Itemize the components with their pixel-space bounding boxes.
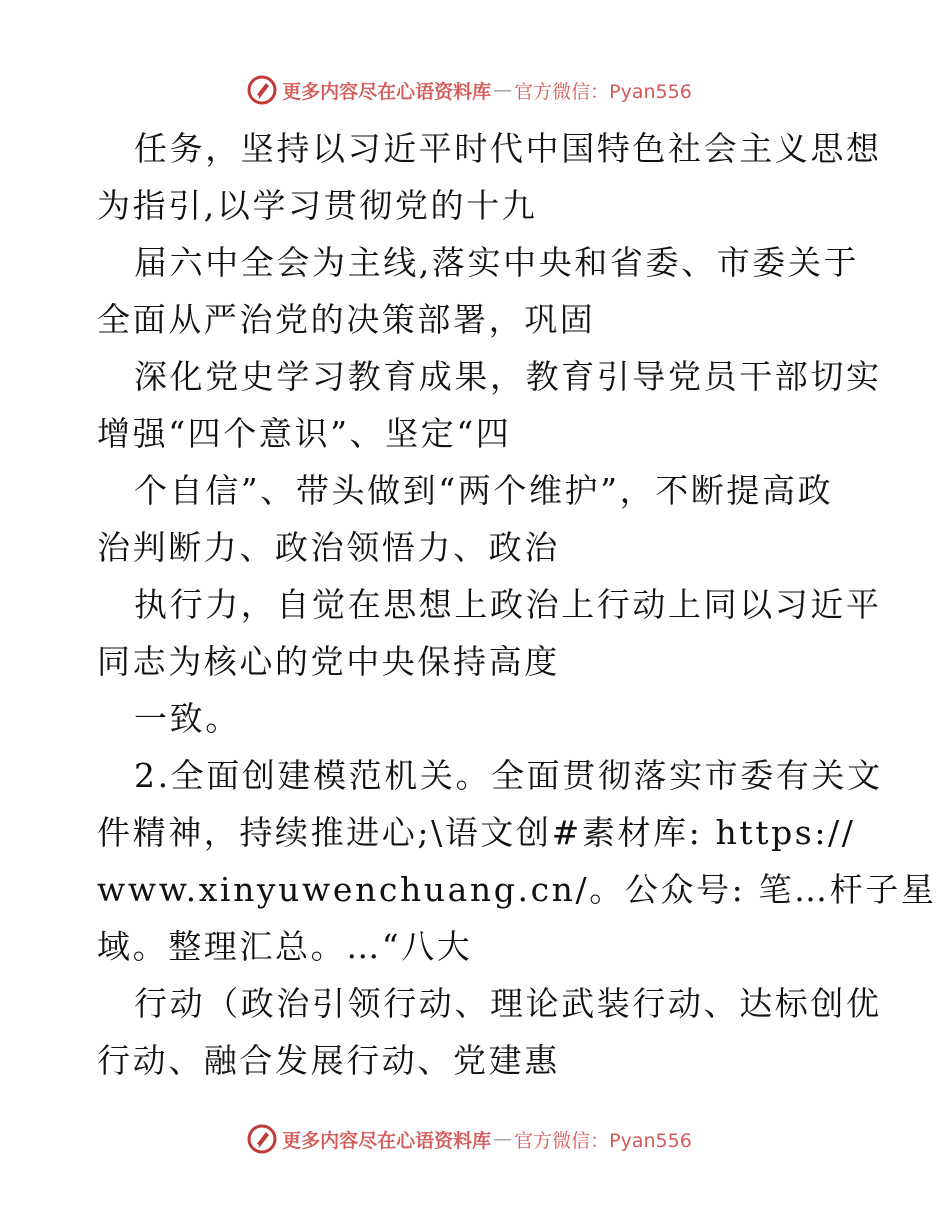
text-line: 深化党史学习教育成果，教育引导党员干部切实 (134, 357, 882, 396)
text-line: www.xinyuwenchuang.cn/。公众号: 笔…杆子星 (97, 870, 937, 909)
text-line: 一致。 (134, 699, 241, 738)
header-wechat-text: 官方微信：Pyan556 (514, 80, 692, 103)
footer-watermark (0, 1119, 950, 1159)
header-dash: — (493, 79, 513, 101)
footer-dash: — (493, 1128, 513, 1150)
footer-wechat-text: 官方微信：Pyan556 (514, 1129, 692, 1152)
text-line: 同志为核心的党中央保持高度 (97, 642, 560, 681)
text-line: 行动、融合发展行动、党建惠 (97, 1041, 560, 1080)
text-line: 行动（政治引领行动、理论武装行动、达标创优 (134, 984, 882, 1023)
text-line: 2.全面创建模范机关。全面贯彻落实市委有关文 (134, 756, 883, 795)
document-body (97, 120, 937, 1089)
footer-site-text: 更多内容尽在心语资料库 (282, 1129, 492, 1152)
text-line: 治判断力、政治领悟力、政治 (97, 528, 560, 567)
text-line: 为指引,以学习贯彻党的十九 (97, 186, 538, 225)
text-line: 执行力，自觉在思想上政治上行动上同以习近平 (134, 585, 882, 624)
text-line: 届六中全会为主线,落实中央和省委、市委关于 (134, 243, 860, 282)
text-line: 件精神，持续推进心;\语文创#素材库: https:// (97, 813, 856, 852)
text-line: 个自信”、带头做到“两个维护”，不断提高政 (134, 471, 834, 510)
text-line: 全面从严治党的决策部署，巩固 (97, 300, 596, 339)
pen-logo-icon (246, 74, 278, 106)
text-line: 域。整理汇总。…“八大 (97, 927, 473, 966)
pen-logo-icon (246, 1123, 278, 1155)
header-site-text: 更多内容尽在心语资料库 (282, 80, 492, 103)
text-line: 任务，坚持以习近平时代中国特色社会主义思想 (134, 129, 882, 168)
text-line: 增强“四个意识”、坚定“四 (97, 414, 512, 453)
header-watermark (0, 70, 950, 110)
